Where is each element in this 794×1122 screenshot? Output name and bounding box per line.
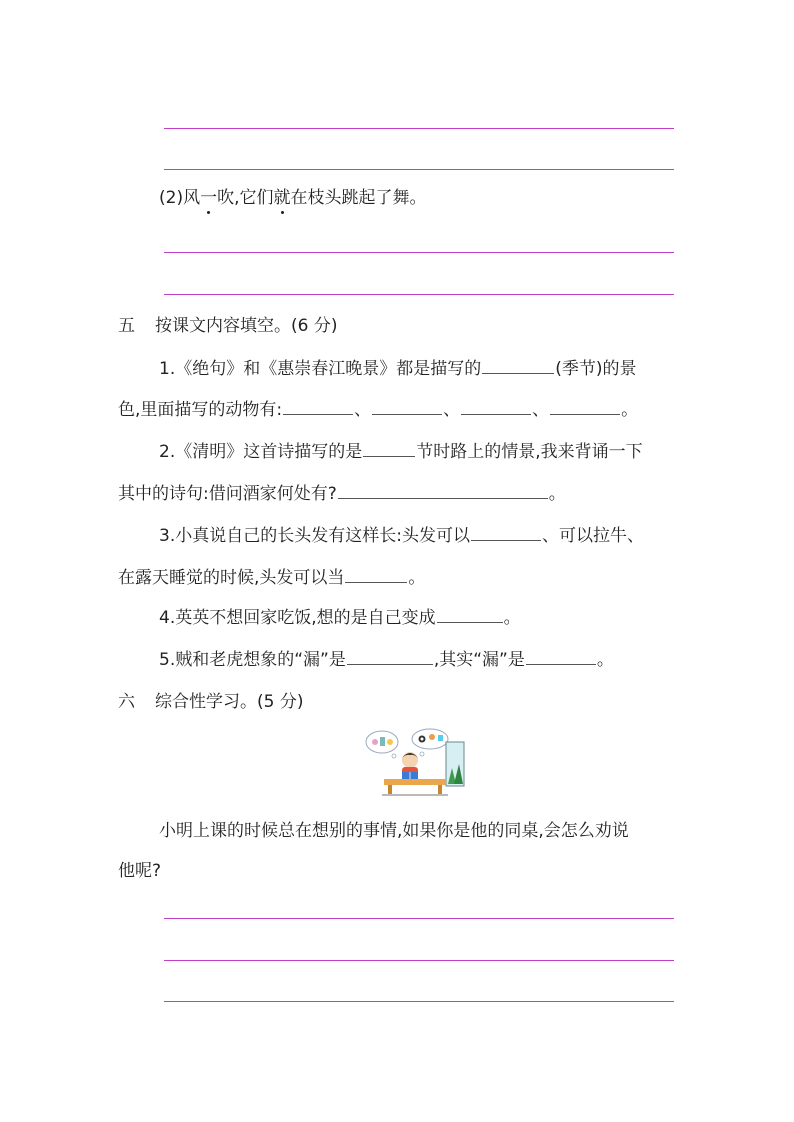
fill-blank[interactable]	[471, 524, 541, 541]
section-6-heading: 六 综合性学习。(5 分)	[118, 692, 304, 712]
section-5-item-5: 5.贼和老虎想象的“漏”是 ,其实“漏”是 。	[159, 650, 614, 670]
fill-blank[interactable]	[461, 398, 531, 415]
fill-blank[interactable]	[437, 606, 503, 623]
fill-blank[interactable]	[372, 398, 442, 415]
answer-line	[164, 128, 674, 129]
fill-blank[interactable]	[482, 357, 554, 374]
fill-blank[interactable]	[526, 648, 596, 665]
section-5-item-3-line-1: 3.小真说自己的长头发有这样长:头发可以 、可以拉牛、	[159, 526, 644, 546]
answer-line[interactable]	[164, 960, 674, 961]
section-5-item-1-line-1: 1.《绝句》和《惠崇春江晚景》都是描写的 (季节)的景	[159, 359, 637, 379]
fill-blank[interactable]	[363, 440, 415, 457]
answer-line[interactable]	[164, 1001, 674, 1002]
section-5-item-3-line-2: 在露天睡觉的时候,头发可以当 。	[118, 568, 426, 588]
section-6-prompt-line-1: 小明上课的时候总在想别的事情,如果你是他的同桌,会怎么劝说	[159, 821, 629, 841]
section-5-item-4: 4.英英不想回家吃饭,想的是自己变成 。	[159, 608, 521, 628]
section-5-heading: 五 按课文内容填空。(6 分)	[118, 316, 338, 336]
dotted-char: 就	[273, 188, 291, 208]
fill-blank[interactable]	[347, 648, 433, 665]
fill-blank[interactable]	[345, 566, 407, 583]
question-4-2: (2)风一吹,它们就在枝头跳起了舞。	[159, 188, 427, 208]
boy-daydreaming-illustration	[362, 728, 466, 798]
fill-blank[interactable]	[338, 482, 548, 499]
fill-blank[interactable]	[550, 398, 620, 415]
answer-line[interactable]	[164, 918, 674, 919]
fill-blank[interactable]	[283, 398, 353, 415]
question-number: (2)	[159, 188, 184, 208]
section-5-item-2-line-1: 2.《清明》这首诗描写的是 节时路上的情景,我来背诵一下	[159, 442, 643, 462]
section-5-item-1-line-2: 色,里面描写的动物有: 、 、 、 。	[118, 400, 639, 420]
dotted-char: 一	[200, 188, 218, 208]
answer-line	[164, 169, 674, 170]
section-6-prompt-line-2: 他呢?	[118, 861, 162, 881]
section-5-item-2-line-2: 其中的诗句:借问酒家何处有? 。	[118, 484, 566, 504]
answer-line	[164, 294, 674, 295]
answer-line	[164, 252, 674, 253]
